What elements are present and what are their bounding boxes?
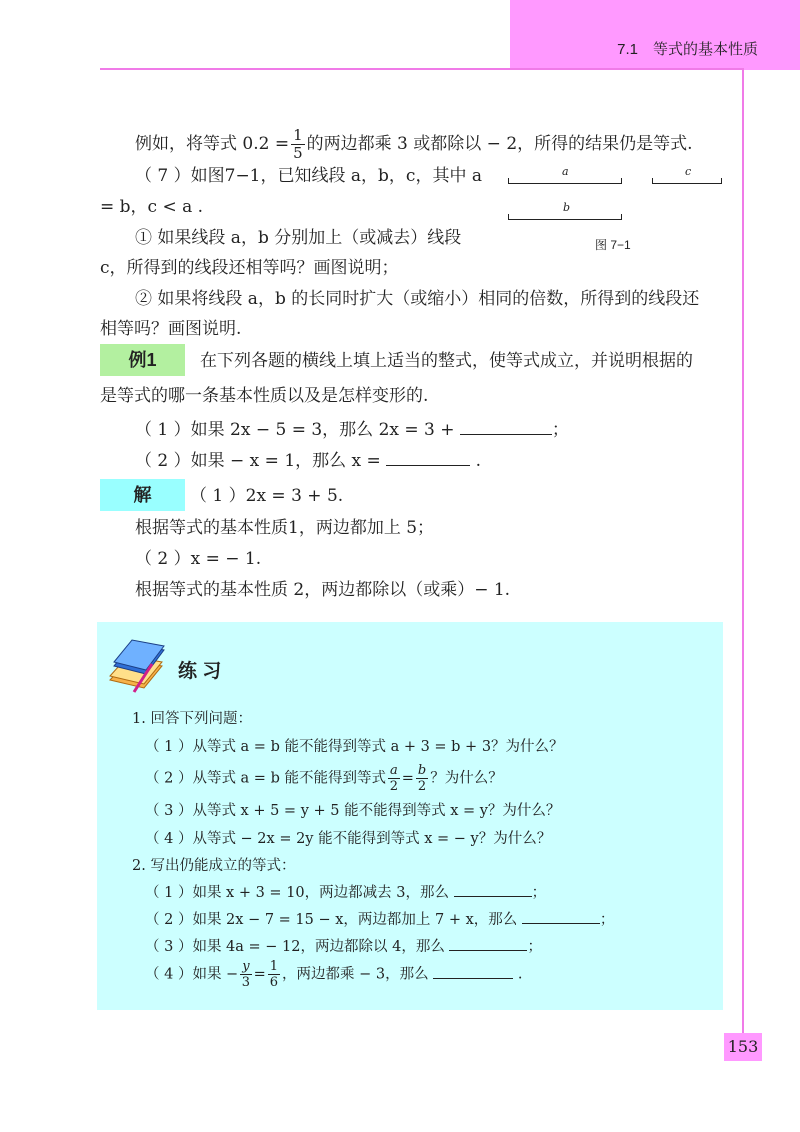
answer-blank (522, 909, 600, 924)
segment-b-label: b (563, 201, 571, 214)
practice-q1-head: 1. 回答下列问题： (132, 711, 252, 727)
practice-q1-1: （ 1 ）从等式 a = b 能不能得到等式 a + 3 = b + 3？为什么？ (145, 739, 564, 755)
example-question-1: （ 1 ）如果 2x − 5 = 3，那么 2x = 3 + ； (135, 420, 569, 440)
body-line-5: c，所得到的线段还相等吗？画图说明； (100, 258, 399, 278)
fraction-b-over-2: $\frac{b}{2}$ (417, 763, 427, 794)
segment-a (508, 183, 622, 184)
example-tag: 例1 (100, 344, 185, 376)
header-band (510, 0, 800, 70)
practice-q1-2: （ 2 ）从等式 a = b 能不能得到等式 $\frac{a}{2}$ = $\frac{b}{2}$ ？为什么？ (145, 763, 503, 794)
header-rule (100, 68, 743, 70)
body-line-6: ② 如果将线段 a，b 的长同时扩大（或缩小）相同的倍数，所得到的线段还 (135, 289, 700, 309)
segment-c-label: c (685, 165, 692, 178)
answer-blank (449, 936, 527, 951)
fraction-one-sixth: $\frac{1}{6}$ (269, 959, 278, 990)
books-icon (104, 636, 166, 696)
segment-a-label: a (562, 165, 569, 178)
answer-blank (460, 420, 552, 435)
figure-caption: 图 7−1 (595, 238, 631, 252)
practice-q2-4: （ 4 ）如果 − $\frac{y}{3}$ = $\frac{1}{6}$ ，两边都乘 − 3，那么 . (145, 959, 523, 990)
example-line-1: 在下列各题的横线上填上适当的整式，使等式成立，并说明根据的 (200, 351, 693, 371)
page-number: 153 (727, 1037, 759, 1056)
solution-line-2: 根据等式的基本性质1，两边都加上 5； (135, 518, 435, 538)
practice-q2-3: （ 3 ）如果 4a = − 12，两边都除以 4，那么 ； (145, 936, 542, 958)
practice-q2-head: 2. 写出仍能成立的等式： (132, 858, 296, 874)
practice-q2-1: （ 1 ）如果 x + 3 = 10，两边都减去 3，那么 ； (145, 882, 546, 904)
fraction-a-over-2: $\frac{a}{2}$ (389, 763, 398, 794)
practice-q2-2: （ 2 ）如果 2x − 7 = 15 − x，两边都加上 7 + x，那么 ； (145, 909, 614, 931)
segment-b (508, 219, 622, 220)
section-title: 7.1 等式的基本性质 (617, 41, 758, 58)
body-line-7: 相等吗？画图说明. (100, 319, 242, 339)
body-line-3: = b，c < a . (100, 197, 204, 217)
solution-line-1: （ 1 ）2x = 3 + 5. (190, 486, 344, 506)
body-line-4: ① 如果线段 a，b 分别加上（或减去）线段 (135, 228, 462, 248)
body-line-2: （ 7 ）如图7−1，已知线段 a，b，c，其中 a (135, 166, 482, 186)
practice-title: 练 习 (178, 661, 222, 682)
answer-blank (433, 964, 513, 979)
side-rule (742, 68, 744, 1033)
body-line-1: 例如，将等式 0.2 = $\frac{1}{5}$ 的两边都乘 3 或都除以 − 2，所得的结果仍是等式. (135, 126, 693, 162)
solution-line-4: 根据等式的基本性质 2，两边都除以（或乘）− 1. (135, 580, 511, 600)
example-question-2: （ 2 ）如果 − x = 1，那么 x = . (135, 451, 481, 471)
segment-c (652, 183, 722, 184)
solution-line-3: （ 2 ）x = − 1. (135, 549, 262, 569)
fraction-y-over-3: $\frac{y}{3}$ (241, 959, 251, 990)
answer-blank (454, 882, 532, 897)
practice-q1-3: （ 3 ）从等式 x + 5 = y + 5 能不能得到等式 x = y？为什么？ (145, 803, 561, 819)
example-line-2: 是等式的哪一条基本性质以及是怎样变形的. (100, 386, 429, 406)
answer-blank (386, 451, 470, 466)
solution-tag: 解 (100, 479, 185, 511)
practice-q1-4: （ 4 ）从等式 − 2x = 2y 能不能得到等式 x = − y？为什么？ (145, 831, 552, 847)
fraction-one-fifth: $\frac{1}{5}$ (293, 126, 303, 162)
